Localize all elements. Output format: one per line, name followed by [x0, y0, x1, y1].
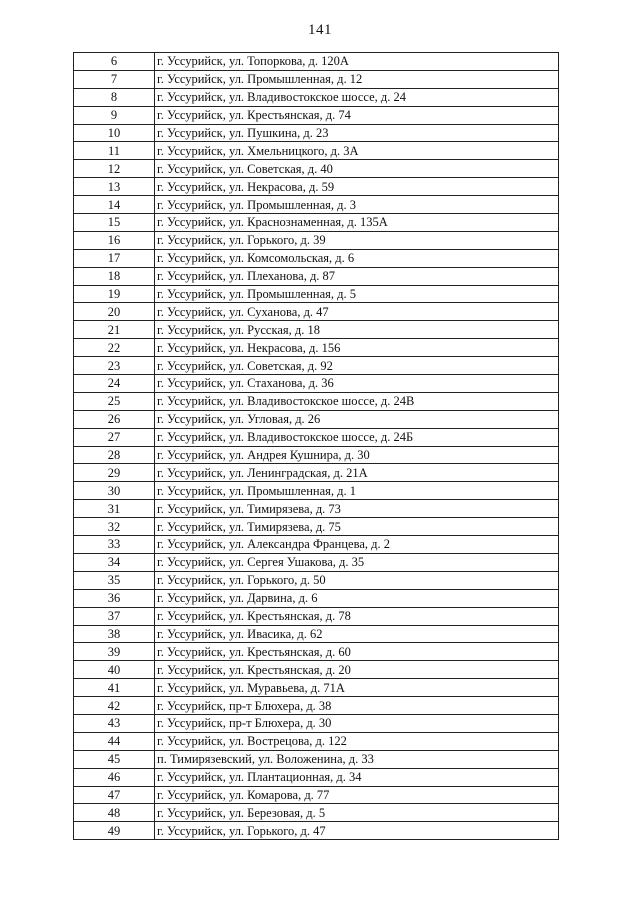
table-row: [74, 285, 559, 303]
row-number: 37: [74, 607, 155, 625]
table-row: [74, 142, 559, 160]
table-row: [74, 732, 559, 750]
row-number: 16: [74, 231, 155, 249]
row-number: 47: [74, 786, 155, 804]
row-number: 35: [74, 571, 155, 589]
row-address: г. Уссурийск, ул. Крестьянская, д. 60: [155, 643, 559, 661]
table-row: [74, 70, 559, 88]
row-number: 6: [74, 53, 155, 71]
row-address: г. Уссурийск, ул. Муравьева, д. 71А: [155, 679, 559, 697]
row-number: 9: [74, 106, 155, 124]
row-number: 33: [74, 536, 155, 554]
row-address: г. Уссурийск, ул. Горького, д. 47: [155, 822, 559, 840]
row-number: 40: [74, 661, 155, 679]
row-address: г. Уссурийск, ул. Вострецова, д. 122: [155, 732, 559, 750]
row-number: 44: [74, 732, 155, 750]
row-address: г. Уссурийск, ул. Тимирязева, д. 75: [155, 518, 559, 536]
table-row: [74, 357, 559, 375]
table-row: [74, 643, 559, 661]
row-address: г. Уссурийск, ул. Некрасова, д. 59: [155, 178, 559, 196]
row-number: 10: [74, 124, 155, 142]
row-number: 49: [74, 822, 155, 840]
row-number: 31: [74, 500, 155, 518]
row-number: 34: [74, 553, 155, 571]
row-number: 30: [74, 482, 155, 500]
row-address: г. Уссурийск, ул. Владивостокское шоссе, д. 24В: [155, 392, 559, 410]
row-number: 48: [74, 804, 155, 822]
row-address: г. Уссурийск, ул. Хмельницкого, д. 3А: [155, 142, 559, 160]
table-row: [74, 661, 559, 679]
row-number: 21: [74, 321, 155, 339]
row-address: г. Уссурийск, ул. Александра Францева, д. 2: [155, 536, 559, 554]
row-address: г. Уссурийск, ул. Березовая, д. 5: [155, 804, 559, 822]
page-number: 141: [308, 22, 332, 38]
row-address: г. Уссурийск, ул. Советская, д. 92: [155, 357, 559, 375]
row-number: 27: [74, 428, 155, 446]
row-address: г. Уссурийск, ул. Промышленная, д. 5: [155, 285, 559, 303]
table-row: [74, 804, 559, 822]
row-address: г. Уссурийск, ул. Горького, д. 50: [155, 571, 559, 589]
row-address: г. Уссурийск, ул. Топоркова, д. 120А: [155, 53, 559, 71]
row-address: г. Уссурийск, ул. Стаханова, д. 36: [155, 375, 559, 393]
table-row: [74, 500, 559, 518]
table-row: [74, 321, 559, 339]
row-number: 15: [74, 214, 155, 232]
table-row: [74, 53, 559, 71]
table-row: [74, 428, 559, 446]
table-row: [74, 410, 559, 428]
table-row: [74, 267, 559, 285]
row-address: г. Уссурийск, ул. Крестьянская, д. 20: [155, 661, 559, 679]
table-row: [74, 768, 559, 786]
row-number: 19: [74, 285, 155, 303]
row-address: г. Уссурийск, ул. Краснознаменная, д. 135А: [155, 214, 559, 232]
row-number: 22: [74, 339, 155, 357]
row-number: 14: [74, 196, 155, 214]
row-number: 32: [74, 518, 155, 536]
table-row: [74, 679, 559, 697]
row-address: г. Уссурийск, ул. Плантационная, д. 34: [155, 768, 559, 786]
row-number: 46: [74, 768, 155, 786]
row-number: 7: [74, 70, 155, 88]
row-number: 26: [74, 410, 155, 428]
row-address: г. Уссурийск, ул. Русская, д. 18: [155, 321, 559, 339]
row-number: 11: [74, 142, 155, 160]
table-row: [74, 518, 559, 536]
row-address: г. Уссурийск, пр-т Блюхера, д. 30: [155, 714, 559, 732]
row-number: 43: [74, 714, 155, 732]
table-row: [74, 106, 559, 124]
row-address: г. Уссурийск, ул. Крестьянская, д. 78: [155, 607, 559, 625]
table-row: [74, 88, 559, 106]
row-number: 42: [74, 697, 155, 715]
table-row: [74, 464, 559, 482]
row-number: 24: [74, 375, 155, 393]
table-row: [74, 231, 559, 249]
table-row: [74, 714, 559, 732]
table-row: [74, 375, 559, 393]
row-number: 45: [74, 750, 155, 768]
row-address: г. Уссурийск, ул. Комарова, д. 77: [155, 786, 559, 804]
table-row: [74, 249, 559, 267]
table-row: [74, 536, 559, 554]
row-address: п. Тимирязевский, ул. Воложенина, д. 33: [155, 750, 559, 768]
row-number: 28: [74, 446, 155, 464]
row-address: г. Уссурийск, ул. Некрасова, д. 156: [155, 339, 559, 357]
row-address: г. Уссурийск, ул. Угловая, д. 26: [155, 410, 559, 428]
row-address: г. Уссурийск, ул. Советская, д. 40: [155, 160, 559, 178]
table-row: [74, 697, 559, 715]
row-address: г. Уссурийск, ул. Горького, д. 39: [155, 231, 559, 249]
row-address: г. Уссурийск, ул. Пушкина, д. 23: [155, 124, 559, 142]
row-address: г. Уссурийск, ул. Андрея Кушнира, д. 30: [155, 446, 559, 464]
table-row: [74, 339, 559, 357]
row-number: 13: [74, 178, 155, 196]
table-row: [74, 822, 559, 840]
row-address: г. Уссурийск, ул. Комсомольская, д. 6: [155, 249, 559, 267]
table-row: [74, 607, 559, 625]
table-row: [74, 178, 559, 196]
row-address: г. Уссурийск, ул. Промышленная, д. 12: [155, 70, 559, 88]
row-address: г. Уссурийск, ул. Владивостокское шоссе, д. 24Б: [155, 428, 559, 446]
row-number: 38: [74, 625, 155, 643]
table-row: [74, 160, 559, 178]
row-number: 8: [74, 88, 155, 106]
row-number: 41: [74, 679, 155, 697]
row-number: 20: [74, 303, 155, 321]
row-number: 29: [74, 464, 155, 482]
row-address: г. Уссурийск, ул. Плеханова, д. 87: [155, 267, 559, 285]
table-row: [74, 571, 559, 589]
row-address: г. Уссурийск, ул. Ивасика, д. 62: [155, 625, 559, 643]
table-row: [74, 392, 559, 410]
row-address: г. Уссурийск, ул. Владивостокское шоссе, д. 24: [155, 88, 559, 106]
table-row: [74, 124, 559, 142]
table-row: [74, 303, 559, 321]
row-address: г. Уссурийск, ул. Промышленная, д. 1: [155, 482, 559, 500]
table-row: [74, 196, 559, 214]
table-row: [74, 750, 559, 768]
address-table-body: [74, 53, 559, 840]
table-row: [74, 214, 559, 232]
row-number: 25: [74, 392, 155, 410]
row-address: г. Уссурийск, ул. Промышленная, д. 3: [155, 196, 559, 214]
row-number: 18: [74, 267, 155, 285]
row-address: г. Уссурийск, ул. Ленинградская, д. 21А: [155, 464, 559, 482]
row-address: г. Уссурийск, пр-т Блюхера, д. 38: [155, 697, 559, 715]
row-number: 36: [74, 589, 155, 607]
row-number: 23: [74, 357, 155, 375]
row-number: 17: [74, 249, 155, 267]
row-address: г. Уссурийск, ул. Суханова, д. 47: [155, 303, 559, 321]
row-address: г. Уссурийск, ул. Дарвина, д. 6: [155, 589, 559, 607]
table-row: [74, 553, 559, 571]
row-address: г. Уссурийск, ул. Крестьянская, д. 74: [155, 106, 559, 124]
row-address: г. Уссурийск, ул. Сергея Ушакова, д. 35: [155, 553, 559, 571]
table-row: [74, 589, 559, 607]
table-row: [74, 446, 559, 464]
table-row: [74, 786, 559, 804]
row-number: 39: [74, 643, 155, 661]
address-table: [73, 52, 559, 840]
table-row: [74, 482, 559, 500]
row-number: 12: [74, 160, 155, 178]
table-row: [74, 625, 559, 643]
row-address: г. Уссурийск, ул. Тимирязева, д. 73: [155, 500, 559, 518]
